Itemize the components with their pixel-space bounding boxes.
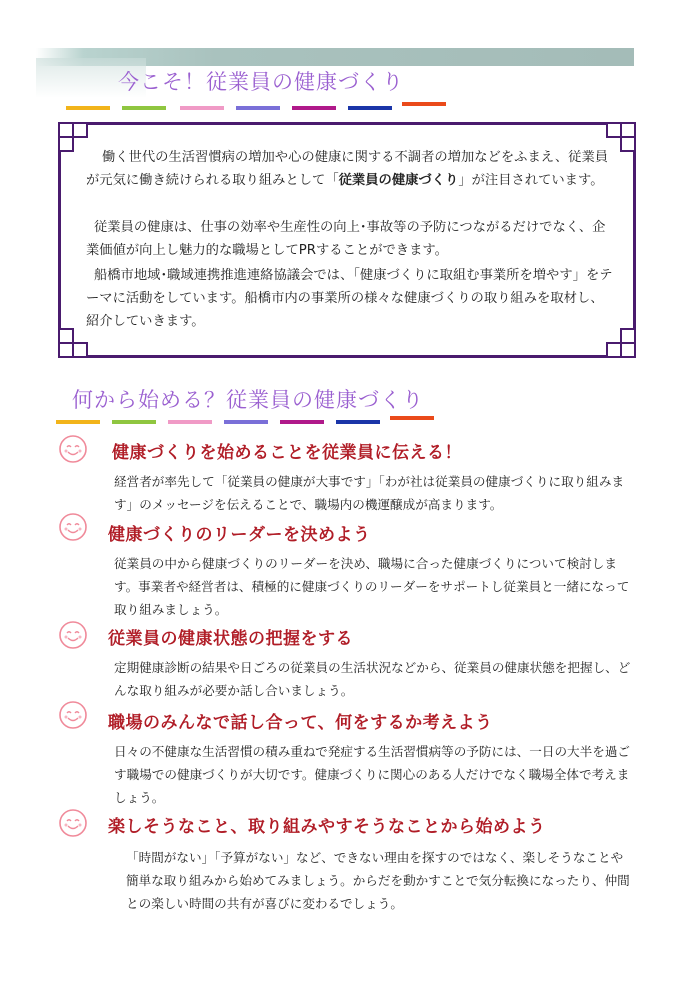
strip-orange xyxy=(402,102,446,106)
step-body-3: 定期健康診断の結果や日ごろの従業員の生活状況などから、従業員の健康状態を把握し、どんな取り組みが必要か話し合いましょう。 xyxy=(114,660,631,698)
step-title-3: 従業員の健康状態の把握をする xyxy=(108,629,353,649)
strip-pink xyxy=(168,420,212,424)
step-title-1: 健康づくりを始めることを従業員に伝える！ xyxy=(112,443,462,463)
intro-paragraph-3: 船橋市地域･職域連携推進連絡協議会では、「健康づくりに取組む事業所を増やす」をテーマに活動をしています。船橋市内の事業所の様々な健康づくりの取り組みを取材し、紹介していきます。 xyxy=(86,268,613,329)
smiley-face-icon xyxy=(58,512,88,542)
intro-paragraph-1: 働く世代の生活習慣病の増加や心の健康に関する不調者の増加などをふまえ、従業員が元気に働き続けられる取り組みとして「従業員の健康づくり」が注目されています。 xyxy=(86,150,609,188)
strip-green xyxy=(122,106,166,110)
strip-blue xyxy=(348,106,392,110)
strip-pink xyxy=(180,106,224,110)
strip-magenta xyxy=(280,420,324,424)
strip-magenta xyxy=(292,106,336,110)
step-body-4: 日々の不健康な生活習慣の積み重ねで発症する生活習慣病等の予防には、一日の大半を過ごす職場での健康づくりが大切です。健康づくりに関心のある人だけでなく職場全体で考えましょう。 xyxy=(114,744,631,805)
smiley-face-icon xyxy=(58,434,88,464)
page-title: 今こそ！従業員の健康づくり xyxy=(118,70,404,94)
strip-blue xyxy=(336,420,380,424)
smiley-face-icon xyxy=(58,808,88,838)
step-title-2: 健康づくりのリーダーを決めよう xyxy=(108,525,371,545)
intro-highlight: 従業員の健康づくり xyxy=(338,173,459,188)
step-body-5: 「時間がない」「予算がない」など、できない理由を探すのではなく、楽しそうなことや簡単な取り組みから始めてみましょう。からだを動かすことで気分転換になったり、仲間との楽しい時間の共有が喜びに変わるでしょう。 xyxy=(126,850,630,911)
intro-paragraph-2: 従業員の健康は、仕事の効率や生産性の向上･事故等の予防につながるだけでなく、企業価値が向上し魅力的な職場としてPRすることができます。 xyxy=(86,220,606,258)
smiley-face-icon xyxy=(58,700,88,730)
smiley-face-icon xyxy=(58,620,88,650)
step-title-5: 楽しそうなこと、取り組みやすそうなことから始めよう xyxy=(108,817,546,837)
step-body-2: 従業員の中から健康づくりのリーダーを決め、職場に合った健康づくりについて検討します。事業者や経営者は、積極的に健康づくりのリーダーをサポートし従業員と一緒になって取り組みましょう。 xyxy=(114,556,630,617)
step-body-1: 経営者が率先して「従業員の健康が大事です」「わが社は従業員の健康づくりに取り組みます」のメッセージを伝えることで、職場内の機運醸成が高まります。 xyxy=(114,474,625,512)
strip-violet xyxy=(236,106,280,110)
strip-green xyxy=(112,420,156,424)
section-title: 何から始める？従業員の健康づくり xyxy=(72,388,424,412)
strip-violet xyxy=(224,420,268,424)
strip-yellow xyxy=(66,106,110,110)
strip-yellow xyxy=(56,420,100,424)
step-title-4: 職場のみんなで話し合って、何をするか考えよう xyxy=(108,713,493,733)
strip-orange xyxy=(390,416,434,420)
